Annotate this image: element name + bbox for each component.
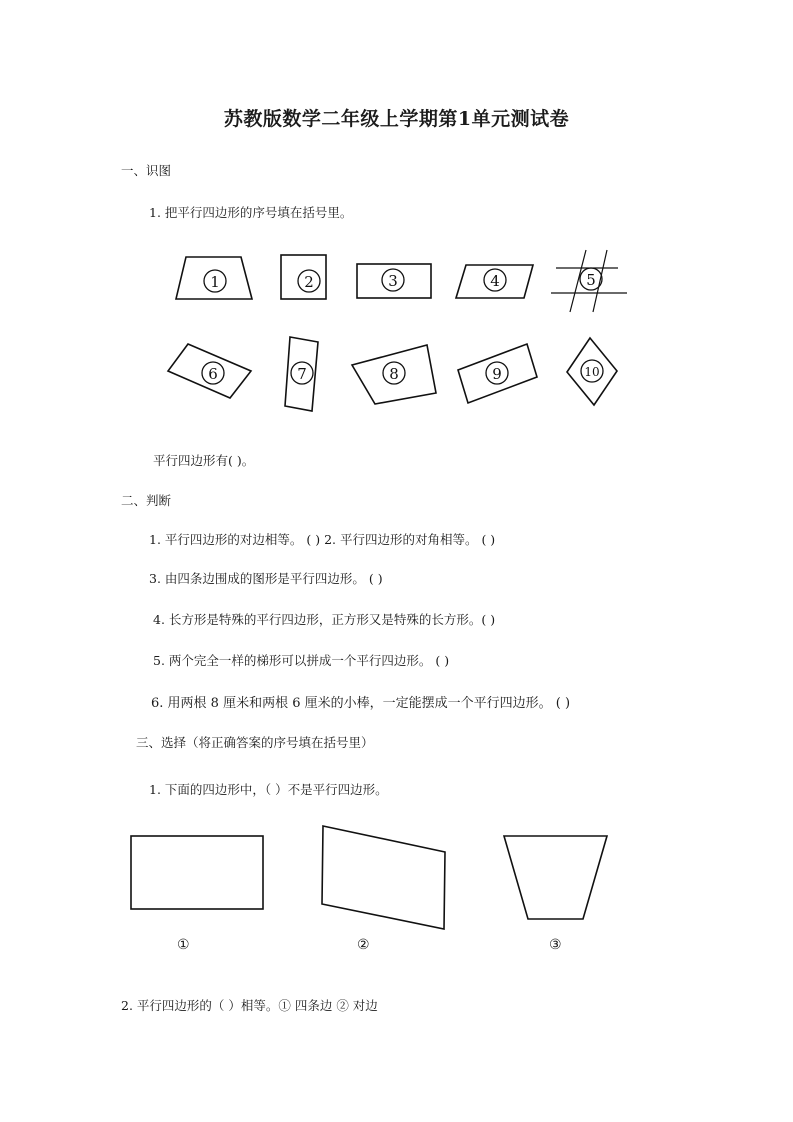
section3-question1: 1. 下面的四边形中，（ ）不是平行四边形。 <box>149 782 388 797</box>
section2-heading: 二、判断 <box>121 493 172 508</box>
shape-label-1 <box>204 270 226 292</box>
choice-shape-3 <box>504 836 607 919</box>
shape-label-6 <box>202 362 224 384</box>
choice-shape-2 <box>322 826 445 929</box>
judge-item-5: 5. 两个完全一样的梯形可以拼成一个平行四边形。 ( ) <box>153 653 450 668</box>
shapes-figure <box>0 240 793 460</box>
section3-question2: 2. 平行四边形的（ ）相等。① 四条边 ② 对边 <box>121 998 378 1013</box>
section1-answer-line: 平行四边形有( )。 <box>153 453 255 468</box>
svg-text:6: 6 <box>208 365 218 383</box>
section1-question1: 1. 把平行四边形的序号填在括号里。 <box>149 205 353 220</box>
page-title: 苏教版数学二年级上学期第1单元测试卷 <box>223 108 570 130</box>
choice-label-2: ② <box>357 937 370 953</box>
shape-label-3 <box>382 269 404 291</box>
judge-item-4: 4. 长方形是特殊的平行四边形，正方形又是特殊的长方形。( ) <box>153 612 496 627</box>
shape-label-7 <box>291 362 313 384</box>
svg-text:7: 7 <box>297 365 307 383</box>
choice-shape-1 <box>131 836 263 909</box>
svg-text:3: 3 <box>388 272 398 290</box>
shape-label-8 <box>383 362 405 384</box>
shape-label-2 <box>298 270 320 292</box>
svg-text:2: 2 <box>304 273 314 291</box>
svg-text:9: 9 <box>492 365 502 383</box>
svg-text:10: 10 <box>584 365 600 379</box>
choice-shapes-figure <box>0 820 793 940</box>
svg-text:1: 1 <box>210 273 220 291</box>
svg-text:5: 5 <box>586 271 596 289</box>
judge-item-1-2: 1. 平行四边形的对边相等。 ( ) 2. 平行四边形的对角相等。 ( ) <box>149 532 496 547</box>
shape-label-10 <box>581 360 603 382</box>
judge-item-3: 3. 由四条边围成的图形是平行四边形。 ( ) <box>149 571 383 586</box>
shape-label-5 <box>580 268 602 290</box>
judge-item-6: 6. 用两根 8 厘米和两根 6 厘米的小棒，一定能摆成一个平行四边形。 ( ) <box>151 696 571 711</box>
svg-text:8: 8 <box>389 365 399 383</box>
shape-label-4 <box>484 269 506 291</box>
section1-heading: 一、识图 <box>121 163 172 178</box>
svg-text:4: 4 <box>490 272 500 290</box>
shape-label-9 <box>486 362 508 384</box>
section3-heading: 三、选择（将正确答案的序号填在括号里） <box>136 735 374 750</box>
choice-label-3: ③ <box>549 937 562 953</box>
choice-label-1: ① <box>177 937 190 953</box>
